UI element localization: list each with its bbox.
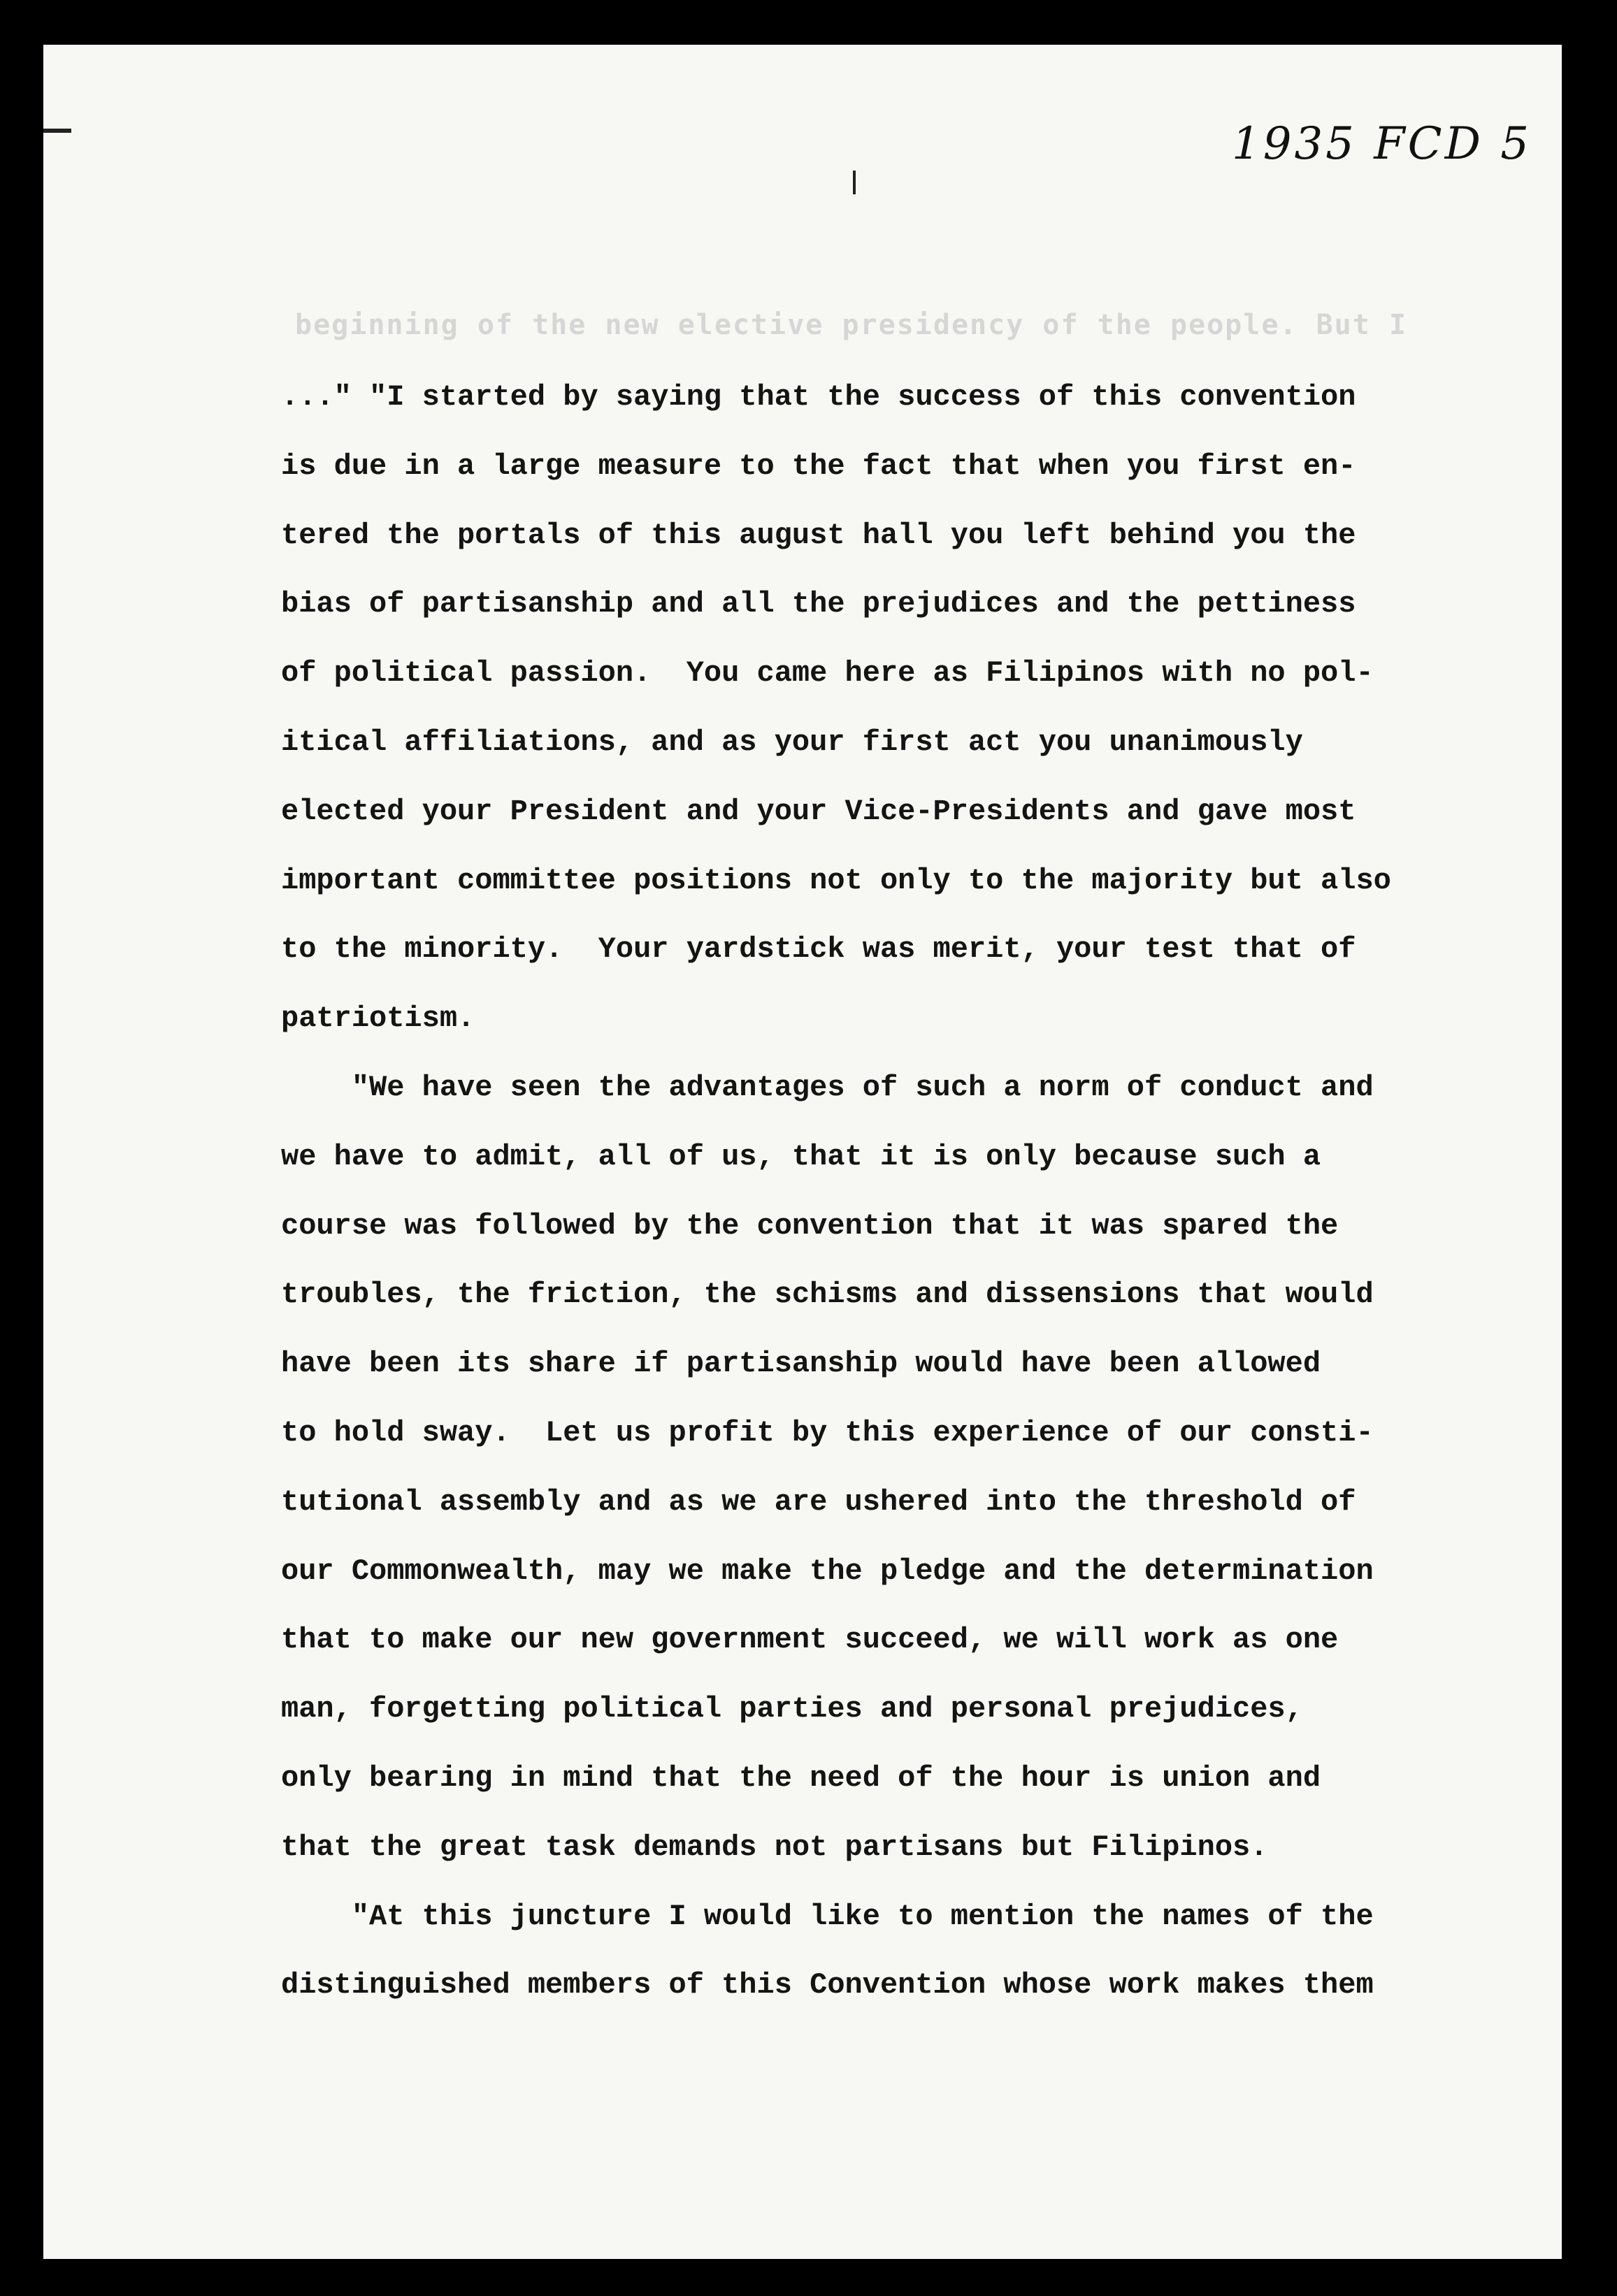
text-line: tutional assembly and as we are ushered into the threshold of	[281, 1485, 1356, 1519]
text-line: bias of partisanship and all the prejudices and the pettiness	[281, 587, 1356, 621]
text-line: have been its share if partisanship would have been allowed	[281, 1347, 1321, 1381]
text-line: troubles, the friction, the schisms and dissensions that would	[281, 1278, 1374, 1312]
text-line: that to make our new government succeed, we will work as one	[281, 1623, 1339, 1657]
text-line: "We have seen the advantages of such a norm of conduct and	[281, 1070, 1374, 1104]
text-line: patriotism.	[281, 1002, 475, 1036]
text-line: is due in a large measure to the fact that when you first en-	[281, 449, 1356, 483]
margin-tick	[853, 171, 856, 194]
text-line: our Commonwealth, may we make the pledge and the determination	[281, 1554, 1374, 1588]
text-line: ..." "I started by saying that the success of this convention	[281, 380, 1356, 414]
text-line: that the great task demands not partisans but Filipinos.	[281, 1830, 1268, 1864]
text-line: man, forgetting political parties and personal prejudices,	[281, 1692, 1303, 1726]
text-line: tered the portals of this august hall you left behind you the	[281, 518, 1356, 552]
text-line: itical affiliations, and as your first act you unanimously	[281, 725, 1303, 759]
text-line: "At this juncture I would like to mention the names of the	[281, 1899, 1374, 1933]
text-line: course was followed by the convention that it was spared the	[281, 1208, 1339, 1243]
text-line: of political passion. You came here as Filipinos with no pol-	[281, 656, 1374, 691]
text-line: to the minority. Your yardstick was merit, your test that of	[281, 932, 1356, 967]
text-line: important committee positions not only to the majority but also	[281, 863, 1391, 897]
document-page	[43, 45, 1562, 2259]
text-line: distinguished members of this Convention whose work makes them	[281, 1968, 1374, 2002]
bleed-through-line: beginning of the new elective presidency of the people. But I	[295, 309, 1408, 341]
text-line: only bearing in mind that the need of the hour is union and	[281, 1761, 1321, 1795]
typed-text-block	[281, 363, 1469, 2020]
text-line: elected your President and your Vice-Presidents and gave most	[281, 794, 1356, 828]
corner-mark	[43, 129, 71, 133]
handwritten-annotation: 1935 FCD 5	[1232, 118, 1532, 170]
text-line: to hold sway. Let us profit by this experience of our consti-	[281, 1415, 1374, 1450]
text-line: we have to admit, all of us, that it is only because such a	[281, 1139, 1321, 1174]
